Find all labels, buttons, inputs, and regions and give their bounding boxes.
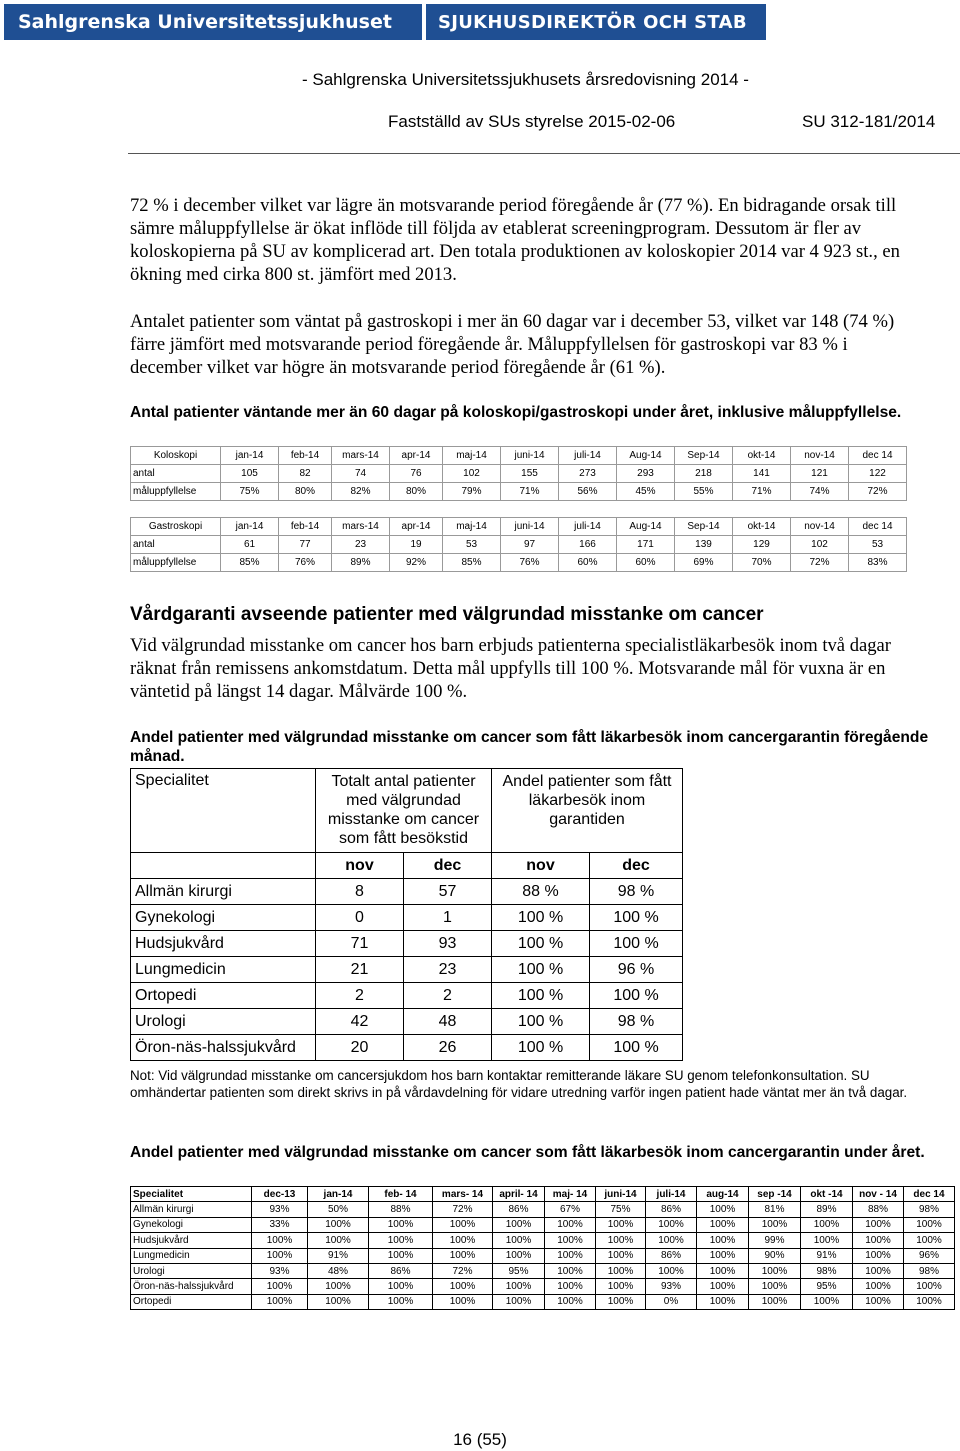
table-cell: 100% xyxy=(545,1294,596,1309)
month-header-cell: okt-14 xyxy=(733,518,791,536)
table-cell: 100% xyxy=(308,1233,369,1248)
spacer-cell xyxy=(791,501,849,518)
table-cell: 139 xyxy=(675,536,733,554)
table-cell: 166 xyxy=(559,536,617,554)
col-andel-header: Andel patienter som fått läkarbesök inom garantiden xyxy=(492,769,683,853)
banner-hospital-name: Sahlgrenska Universitetssjukhuset xyxy=(4,4,422,40)
monthly-header-row xyxy=(131,1187,955,1202)
spacer-cell xyxy=(131,501,221,518)
table-cell: 100% xyxy=(697,1248,749,1263)
table-cell: 60% xyxy=(617,554,675,572)
month-header-cell: mars-14 xyxy=(332,447,390,465)
koloskopi-title-cell: Koloskopi xyxy=(131,447,221,465)
month-header-cell: juli-14 xyxy=(559,447,617,465)
table-cell: 105 xyxy=(221,465,279,483)
table-cell: 100% xyxy=(853,1248,904,1263)
table-cell: 98% xyxy=(801,1263,853,1278)
table-cell: 100% xyxy=(433,1233,493,1248)
table-cell: 96 % xyxy=(590,957,683,983)
table-cell: 93% xyxy=(646,1279,697,1294)
table-cell: 100 % xyxy=(492,1035,590,1061)
table-cell: 74 xyxy=(332,465,390,483)
col-total-header: Totalt antal patienter med välgrundad misstanke om cancer som fått besökstid xyxy=(316,769,492,853)
month-header-cell: jan-14 xyxy=(221,447,279,465)
table-row xyxy=(131,1279,955,1294)
table-cell: 121 xyxy=(791,465,849,483)
table-cell: 23 xyxy=(404,957,492,983)
table-cell: 45% xyxy=(617,483,675,501)
table-cell: 72% xyxy=(791,554,849,572)
table-cell: 83% xyxy=(849,554,907,572)
header-cell: april- 14 xyxy=(493,1187,545,1202)
specialitet-cell: Allmän kirurgi xyxy=(131,1202,252,1217)
table-cell: 98% xyxy=(904,1263,955,1278)
table-cell: 95% xyxy=(493,1263,545,1278)
table-cell: 100% xyxy=(433,1248,493,1263)
header-cell: aug-14 xyxy=(697,1187,749,1202)
header-cell: jan-14 xyxy=(308,1187,369,1202)
gastroskopi-header-row xyxy=(131,518,907,536)
header-cell: maj- 14 xyxy=(545,1187,596,1202)
heading-waiting-patients: Antal patienter väntande mer än 60 dagar på koloskopi/gastroskopi under året, inklusive måluppfyllelse. xyxy=(130,404,902,421)
month-header-cell: Sep-14 xyxy=(675,447,733,465)
table-cell: 100% xyxy=(545,1233,596,1248)
table-cell: 100% xyxy=(433,1294,493,1309)
table-cell: 100% xyxy=(252,1294,308,1309)
table-cell: 100% xyxy=(596,1217,646,1232)
month-header-cell: apr-14 xyxy=(390,518,443,536)
table-cell: 55% xyxy=(675,483,733,501)
table-cell: 100% xyxy=(596,1233,646,1248)
table-cell: 80% xyxy=(390,483,443,501)
table-row xyxy=(131,905,683,931)
table-cell: 99% xyxy=(749,1233,801,1248)
table-cell: 82% xyxy=(332,483,390,501)
header-cell: juni-14 xyxy=(596,1187,646,1202)
table-cell: 100 % xyxy=(492,905,590,931)
table-cell: 218 xyxy=(675,465,733,483)
gastroskopi-row-maluppfyllelse xyxy=(131,554,907,572)
specialitet-cell: Urologi xyxy=(131,1263,252,1278)
table-row xyxy=(131,1202,955,1217)
empty-cell xyxy=(131,853,316,879)
table-cell: 100% xyxy=(904,1279,955,1294)
month-header-cell: mars-14 xyxy=(332,518,390,536)
table-cell: 102 xyxy=(443,465,501,483)
table-cell: 273 xyxy=(559,465,617,483)
month-header-cell: Aug-14 xyxy=(617,518,675,536)
table-cell: 100% xyxy=(252,1233,308,1248)
table-cell: 77 xyxy=(279,536,332,554)
month-header-cell: maj-14 xyxy=(443,518,501,536)
table-row xyxy=(131,931,683,957)
table-cell: 67% xyxy=(545,1202,596,1217)
paragraph-gastroskopi: Antalet patienter som väntat på gastroskopi i mer än 60 dagar var i december 53, vilket var 148 (74 %) färre jämfört med motsvarande period föregående år. Måluppfyllelsen för gastroskopi var 83 % i december vilket var högre än motsvarande period föregående år (61 %). xyxy=(130,311,895,378)
table-row xyxy=(131,1009,683,1035)
table-cell: 76% xyxy=(279,554,332,572)
table-row xyxy=(131,1233,955,1248)
table-cell: 100% xyxy=(308,1294,369,1309)
specialitet-cell: Hudsjukvård xyxy=(131,1233,252,1248)
table-cell: 91% xyxy=(801,1248,853,1263)
table-cell: 100 % xyxy=(492,1009,590,1035)
header-banner xyxy=(4,4,766,40)
specialitet-cell: Hudsjukvård xyxy=(131,931,316,957)
sub-header-cell: nov xyxy=(492,853,590,879)
table-row xyxy=(131,957,683,983)
koloskopi-row-maluppfyllelse xyxy=(131,483,907,501)
table-cell: 93 xyxy=(404,931,492,957)
table-spacer-row xyxy=(131,501,907,518)
specialitet-cell: Lungmedicin xyxy=(131,957,316,983)
table-cell: 100% xyxy=(369,1294,433,1309)
specialitet-cell: Ortopedi xyxy=(131,1294,252,1309)
table-cell: 100% xyxy=(749,1294,801,1309)
table-cell: 50% xyxy=(308,1202,369,1217)
table-cell: 86% xyxy=(369,1263,433,1278)
table-cell: 100% xyxy=(853,1217,904,1232)
table-cell: 79% xyxy=(443,483,501,501)
table-cell: 70% xyxy=(733,554,791,572)
row-label: antal xyxy=(131,465,221,483)
spacer-cell xyxy=(675,501,733,518)
table-cell: 129 xyxy=(733,536,791,554)
month-header-cell: juni-14 xyxy=(501,447,559,465)
table-cell: 100% xyxy=(646,1217,697,1232)
table-cell: 100% xyxy=(749,1217,801,1232)
table-cell: 100% xyxy=(904,1217,955,1232)
table-cell: 293 xyxy=(617,465,675,483)
month-header-cell: Aug-14 xyxy=(617,447,675,465)
table-cell: 100% xyxy=(853,1233,904,1248)
table-cell: 100% xyxy=(697,1233,749,1248)
header-cell: dec-13 xyxy=(252,1187,308,1202)
table-cell: 90% xyxy=(749,1248,801,1263)
table-cell: 100% xyxy=(853,1279,904,1294)
spacer-cell xyxy=(849,501,907,518)
table-cell: 48 xyxy=(404,1009,492,1035)
spacer-cell xyxy=(443,501,501,518)
sub-header-cell: dec xyxy=(590,853,683,879)
month-header-cell: apr-14 xyxy=(390,447,443,465)
table-cell: 100% xyxy=(904,1294,955,1309)
table-cell: 98 % xyxy=(590,1009,683,1035)
table-cell: 20 xyxy=(316,1035,404,1061)
table-cell: 0% xyxy=(646,1294,697,1309)
month-header-cell: dec 14 xyxy=(849,518,907,536)
koloskopi-gastroskopi-table xyxy=(130,446,907,572)
specialitet-cell: Öron-näs-halssjukvård xyxy=(131,1279,252,1294)
table-cell: 100% xyxy=(545,1263,596,1278)
month-header-cell: feb-14 xyxy=(279,518,332,536)
heading-previous-month: Andel patienter med välgrundad misstanke om cancer som fått läkarbesök inom cancergarantin föregående månad. xyxy=(130,729,929,765)
table-cell: 100% xyxy=(252,1279,308,1294)
table-cell: 72% xyxy=(433,1202,493,1217)
table-cell: 100 % xyxy=(590,905,683,931)
table-cell: 100% xyxy=(369,1279,433,1294)
table-row xyxy=(131,1035,683,1061)
table-cell: 100% xyxy=(308,1217,369,1232)
spacer-cell xyxy=(559,501,617,518)
table-cell: 93% xyxy=(252,1202,308,1217)
table-row xyxy=(131,1294,955,1309)
table-row xyxy=(131,1248,955,1263)
header-cell: nov - 14 xyxy=(853,1187,904,1202)
table-cell: 100% xyxy=(697,1202,749,1217)
table-cell: 141 xyxy=(733,465,791,483)
table-cell: 100% xyxy=(493,1233,545,1248)
specialitet-cell: Gynekologi xyxy=(131,905,316,931)
table-cell: 100% xyxy=(697,1217,749,1232)
table-cell: 100% xyxy=(596,1279,646,1294)
table-cell: 100% xyxy=(697,1294,749,1309)
table-cell: 74% xyxy=(791,483,849,501)
table-cell: 100 % xyxy=(492,983,590,1009)
table-cell: 100% xyxy=(904,1233,955,1248)
table-cell: 100% xyxy=(749,1279,801,1294)
table-cell: 71% xyxy=(733,483,791,501)
banner-department: SJUKHUSDIREKTÖR OCH STAB xyxy=(426,4,766,40)
header-cell: mars- 14 xyxy=(433,1187,493,1202)
koloskopi-header-row xyxy=(131,447,907,465)
table-cell: 100% xyxy=(545,1248,596,1263)
table-cell: 100 % xyxy=(492,931,590,957)
table-cell: 100% xyxy=(801,1233,853,1248)
table-cell: 2 xyxy=(404,983,492,1009)
table-cell: 100% xyxy=(801,1294,853,1309)
table-cell: 75% xyxy=(596,1202,646,1217)
table-cell: 100 % xyxy=(590,931,683,957)
table-cell: 100% xyxy=(545,1279,596,1294)
month-header-cell: jan-14 xyxy=(221,518,279,536)
specialitet-cell: Urologi xyxy=(131,1009,316,1035)
spacer-cell xyxy=(332,501,390,518)
page-number: 16 (55) xyxy=(453,1430,507,1449)
row-label: antal xyxy=(131,536,221,554)
note-children: Not: Vid välgrundad misstanke om cancersjukdom hos barn kontaktar remitterande läkare SU genom telefonkonsultation. SU omhändertar patienten som direkt skrivs in på vårdavdelning för vidare utredning varför ingen patient hade väntat mer än två dagar. xyxy=(130,1068,908,1100)
month-header-cell: dec 14 xyxy=(849,447,907,465)
header-cell: sep -14 xyxy=(749,1187,801,1202)
table-cell: 60% xyxy=(559,554,617,572)
col-specialitet-header: Specialitet xyxy=(131,769,316,853)
table-cell: 0 xyxy=(316,905,404,931)
header-cell: dec 14 xyxy=(904,1187,955,1202)
table-cell: 100% xyxy=(433,1217,493,1232)
header-cell: Specialitet xyxy=(131,1187,252,1202)
header-cell: okt -14 xyxy=(801,1187,853,1202)
table-cell: 61 xyxy=(221,536,279,554)
table-row xyxy=(131,983,683,1009)
table-row xyxy=(131,1263,955,1278)
table-cell: 100% xyxy=(646,1233,697,1248)
table-cell: 85% xyxy=(221,554,279,572)
table-cell: 100% xyxy=(252,1248,308,1263)
specialitet-cell: Öron-näs-halssjukvård xyxy=(131,1035,316,1061)
month-header-cell: feb-14 xyxy=(279,447,332,465)
month-header-cell: nov-14 xyxy=(791,518,849,536)
table-cell: 33% xyxy=(252,1217,308,1232)
table-cell: 95% xyxy=(801,1279,853,1294)
table-cell: 89% xyxy=(801,1202,853,1217)
document-decided-date: Fastställd av SUs styrelse 2015-02-06 xyxy=(388,112,676,131)
table-cell: 98 % xyxy=(590,879,683,905)
table-cell: 85% xyxy=(443,554,501,572)
spacer-cell xyxy=(221,501,279,518)
table-cell: 91% xyxy=(308,1248,369,1263)
table-cell: 48% xyxy=(308,1263,369,1278)
table-cell: 100% xyxy=(433,1279,493,1294)
table-cell: 86% xyxy=(646,1202,697,1217)
document-title: - Sahlgrenska Universitetssjukhusets årsredovisning 2014 - xyxy=(302,70,749,89)
table-cell: 100% xyxy=(493,1248,545,1263)
table-cell: 21 xyxy=(316,957,404,983)
table-cell: 57 xyxy=(404,879,492,905)
spacer-cell xyxy=(733,501,791,518)
table-cell: 100% xyxy=(853,1294,904,1309)
month-header-cell: maj-14 xyxy=(443,447,501,465)
specialitet-cell: Allmän kirurgi xyxy=(131,879,316,905)
table-cell: 100% xyxy=(308,1279,369,1294)
table-cell: 100 % xyxy=(590,1035,683,1061)
spacer-cell xyxy=(501,501,559,518)
table-cell: 100% xyxy=(646,1263,697,1278)
header-rule xyxy=(128,153,960,154)
table-row xyxy=(131,1217,955,1232)
gastroskopi-row-antal xyxy=(131,536,907,554)
table-cell: 100% xyxy=(596,1248,646,1263)
table-cell: 100% xyxy=(853,1263,904,1278)
table-cell: 69% xyxy=(675,554,733,572)
table-cell: 2 xyxy=(316,983,404,1009)
spacer-cell xyxy=(617,501,675,518)
table-cell: 76% xyxy=(501,554,559,572)
table-cell: 56% xyxy=(559,483,617,501)
table-cell: 88% xyxy=(853,1202,904,1217)
table-cell: 100% xyxy=(697,1263,749,1278)
table-cell: 155 xyxy=(501,465,559,483)
table-cell: 81% xyxy=(749,1202,801,1217)
table-cell: 100% xyxy=(545,1217,596,1232)
month-header-cell: juni-14 xyxy=(501,518,559,536)
row-label: måluppfyllelse xyxy=(131,554,221,572)
heading-vardgaranti: Vårdgaranti avseende patienter med välgrundad misstanke om cancer xyxy=(130,604,764,625)
monthly-guarantee-table xyxy=(130,1186,955,1310)
table-cell: 100% xyxy=(801,1217,853,1232)
specialitet-cell: Gynekologi xyxy=(131,1217,252,1232)
table-cell: 102 xyxy=(791,536,849,554)
document-reference: SU 312-181/2014 xyxy=(802,112,936,131)
table-cell: 96% xyxy=(904,1248,955,1263)
table-cell: 23 xyxy=(332,536,390,554)
table-cell: 1 xyxy=(404,905,492,931)
table-cell: 93% xyxy=(252,1263,308,1278)
table-cell: 19 xyxy=(390,536,443,554)
table-cell: 100% xyxy=(596,1263,646,1278)
spacer-cell xyxy=(279,501,332,518)
table-cell: 100% xyxy=(596,1294,646,1309)
table-cell: 82 xyxy=(279,465,332,483)
table-cell: 71 xyxy=(316,931,404,957)
table-cell: 89% xyxy=(332,554,390,572)
paragraph-koloskopi: 72 % i december vilket var lägre än motsvarande period föregående år (77 %). En bidragande orsak till sämre måluppfyllelse är ökat inflöde till följda av etablerat screeningprogram. Dessutom är fler av koloskopierna på SU av komplicerad art. Den totala produktionen av koloskopier 2014 var 4 923 st., en ökning med cirka 800 st. jämfört med 2013. xyxy=(130,195,900,285)
table-cell: 98% xyxy=(904,1202,955,1217)
paragraph-vardgaranti: Vid välgrundad misstanke om cancer hos barn erbjuds patienterna specialistläkarbesök inom två dagar räknat från remissens ankomstdatum. Detta mål uppfylls till 100 %. Motsvarande mål för vuxna är en väntetid på längst 14 dagar. Målvärde 100 %. xyxy=(130,635,891,702)
table-cell: 42 xyxy=(316,1009,404,1035)
table-cell: 75% xyxy=(221,483,279,501)
table-cell: 92% xyxy=(390,554,443,572)
table-cell: 100% xyxy=(369,1248,433,1263)
month-header-cell: okt-14 xyxy=(733,447,791,465)
cancer-guarantee-table xyxy=(130,768,683,1061)
month-header-cell: juli-14 xyxy=(559,518,617,536)
table-cell: 100% xyxy=(493,1294,545,1309)
table-cell: 100% xyxy=(369,1217,433,1232)
table-cell: 72% xyxy=(433,1263,493,1278)
header-cell: feb- 14 xyxy=(369,1187,433,1202)
table-cell: 86% xyxy=(493,1202,545,1217)
table-cell: 100% xyxy=(493,1279,545,1294)
sub-header-cell: nov xyxy=(316,853,404,879)
table-cell: 100% xyxy=(369,1233,433,1248)
koloskopi-row-antal xyxy=(131,465,907,483)
sub-header-cell: dec xyxy=(404,853,492,879)
heading-year: Andel patienter med välgrundad misstanke om cancer som fått läkarbesök inom cancergarantin under året. xyxy=(130,1144,925,1161)
specialitet-cell: Lungmedicin xyxy=(131,1248,252,1263)
row-label: måluppfyllelse xyxy=(131,483,221,501)
table-cell: 88% xyxy=(369,1202,433,1217)
table-cell: 100 % xyxy=(590,983,683,1009)
table-cell: 76 xyxy=(390,465,443,483)
table-cell: 53 xyxy=(849,536,907,554)
table-cell: 122 xyxy=(849,465,907,483)
table-cell: 100% xyxy=(749,1263,801,1278)
table-cell: 71% xyxy=(501,483,559,501)
month-header-cell: nov-14 xyxy=(791,447,849,465)
table-cell: 8 xyxy=(316,879,404,905)
table-cell: 97 xyxy=(501,536,559,554)
table-cell: 100 % xyxy=(492,957,590,983)
table-row xyxy=(131,879,683,905)
table-cell: 26 xyxy=(404,1035,492,1061)
table-cell: 72% xyxy=(849,483,907,501)
table-cell: 100% xyxy=(697,1279,749,1294)
table-cell: 171 xyxy=(617,536,675,554)
table-cell: 88 % xyxy=(492,879,590,905)
table-cell: 80% xyxy=(279,483,332,501)
table-cell: 53 xyxy=(443,536,501,554)
month-header-cell: Sep-14 xyxy=(675,518,733,536)
specialitet-cell: Ortopedi xyxy=(131,983,316,1009)
table-cell: 86% xyxy=(646,1248,697,1263)
table-cell: 100% xyxy=(493,1217,545,1232)
spacer-cell xyxy=(390,501,443,518)
header-cell: juli-14 xyxy=(646,1187,697,1202)
gastroskopi-title-cell: Gastroskopi xyxy=(131,518,221,536)
